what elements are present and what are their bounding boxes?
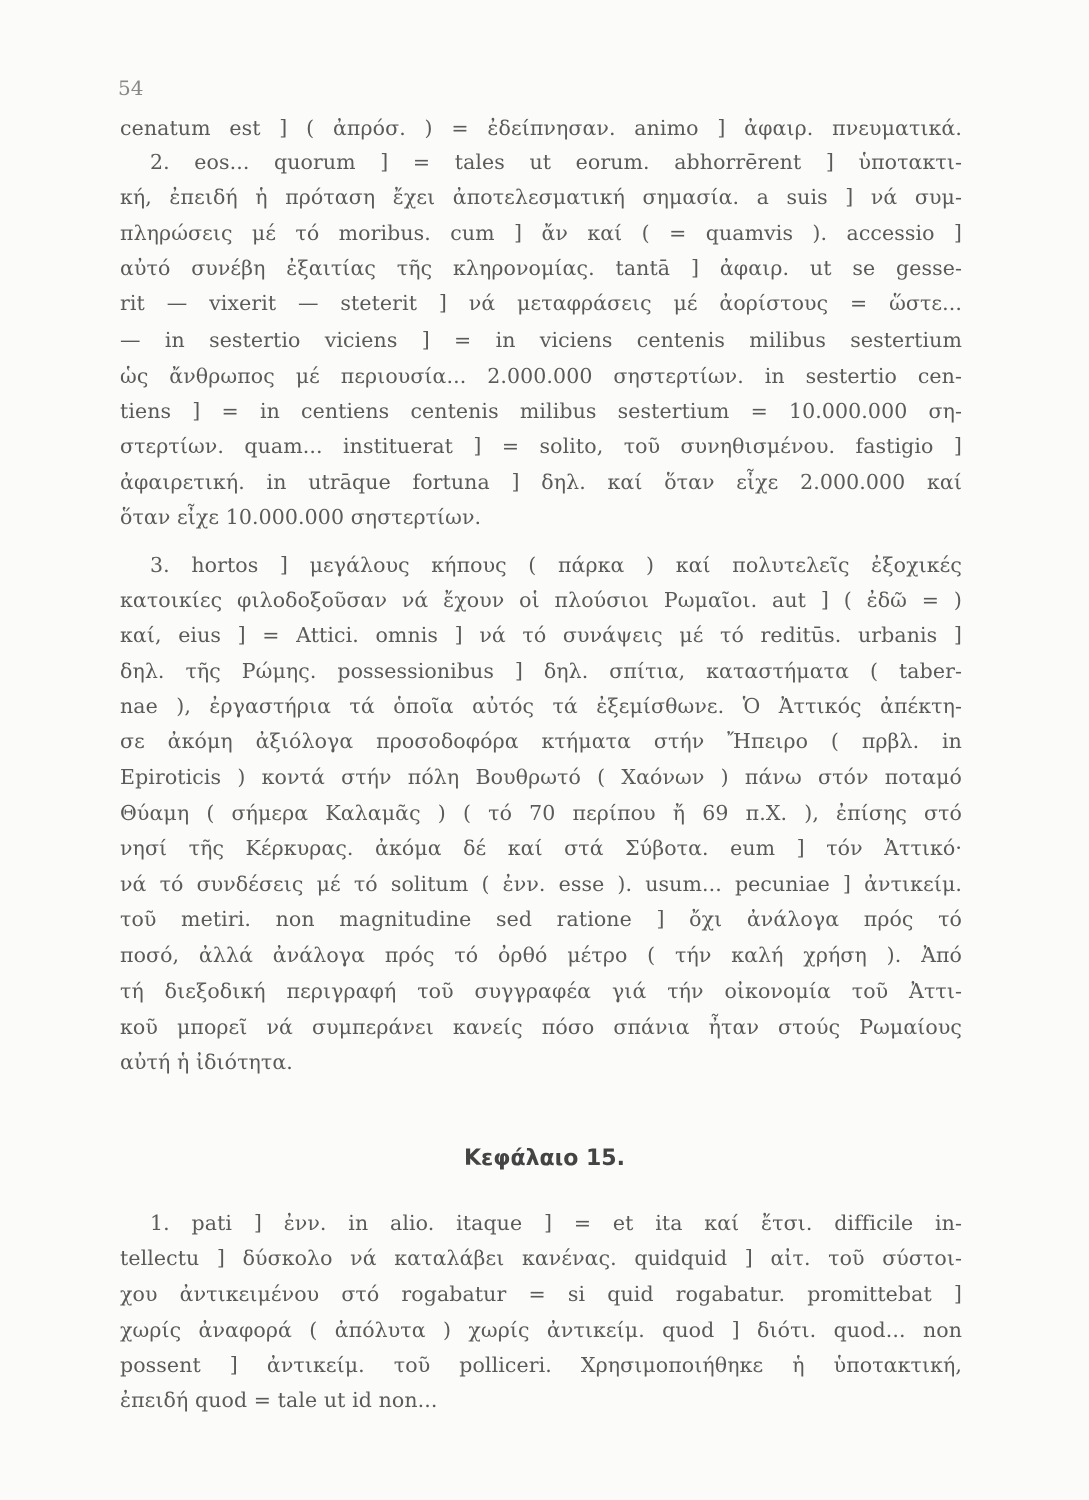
text-line: 2. eos... quorum ] = tales ut eorum. abhorrērent ] ὑποτακτι- — [150, 150, 962, 174]
text-line: τοῦ metiri. non magnitudine sed ratione ] ὄχι ἀνάλογα πρός τό — [120, 907, 962, 931]
text-line: κή, ἐπειδή ἡ πρόταση ἔχει ἀποτελεσματική σημασία. a suis ] νά συμ- — [120, 185, 962, 209]
text-line: rit — vixerit — steterit ] νά μεταφράσεις μέ ἀορίστους = ὥστε... — [120, 291, 962, 315]
text-line: αὐτή ἡ ἰδιότητα. — [120, 1050, 293, 1074]
text-line: νά τό συνδέσεις μέ τό solitum ( ἐνν. esse ). usum... pecuniae ] ἀντικείμ. — [120, 872, 962, 896]
text-line: ποσό, ἀλλά ἀνάλογα πρός τό ὀρθό μέτρο ( τήν καλή χρήση ). Ἀπό — [120, 943, 962, 967]
chapter-heading: Κεφάλαιο 15. — [464, 1146, 625, 1171]
text-line: — in sestertio viciens ] = in viciens centenis milibus sestertium — [120, 328, 962, 352]
text-line: τή διεξοδική περιγραφή τοῦ συγγραφέα γιά τήν οἰκονομία τοῦ Ἀττι- — [120, 979, 962, 1003]
text-line: κατοικίες φιλοδοξοῦσαν νά ἔχουν οἱ πλούσιοι Ρωμαῖοι. aut ] ( ἐδῶ = ) — [120, 588, 962, 612]
text-line: 3. hortos ] μεγάλους κήπους ( πάρκα ) καί πολυτελεῖς ἐξοχικές — [150, 553, 962, 577]
text-line: cenatum est ] ( ἀπρόσ. ) = ἐδείπνησαν. animo ] ἀφαιρ. πνευματικά. — [120, 116, 962, 140]
text-line: tiens ] = in centiens centenis milibus sestertium = 10.000.000 ση- — [120, 399, 962, 423]
text-line: χου ἀντικειμένου στό rogabatur = si quid rogabatur. promittebat ] — [120, 1282, 962, 1306]
text-line: 1. pati ] ἐνν. in alio. itaque ] = et ita καί ἔτσι. difficile in- — [150, 1211, 962, 1235]
text-line: ὡς ἄνθρωπος μέ περιουσία... 2.000.000 σηστερτίων. in sestertio cen- — [120, 364, 962, 388]
text-line: καί, eius ] = Attici. omnis ] νά τό συνάψεις μέ τό reditūs. urbanis ] — [120, 623, 962, 647]
text-line: αὐτό συνέβη ἐξαιτίας τῆς κληρονομίας. tantā ] ἀφαιρ. ut se gesse- — [120, 256, 962, 280]
text-line: ἐπειδή quod = tale ut id non... — [120, 1388, 438, 1412]
page-number: 54 — [118, 76, 144, 100]
text-line: ἀφαιρετική. in utrāque fortuna ] δηλ. καί ὅταν εἶχε 2.000.000 καί — [120, 470, 962, 494]
text-line: possent ] ἀντικείμ. τοῦ polliceri. Χρησιμοποιήθηκε ἡ ὑποτακτική, — [120, 1353, 962, 1377]
text-line: nae ), ἐργαστήρια τά ὁποῖα αὐτός τά ἐξεμίσθωνε. Ὁ Ἀττικός ἀπέκτη- — [120, 694, 962, 718]
text-line: χωρίς ἀναφορά ( ἀπόλυτα ) χωρίς ἀντικείμ. quod ] διότι. quod... non — [120, 1318, 962, 1342]
text-line: ὅταν εἶχε 10.000.000 σηστερτίων. — [120, 505, 482, 529]
text-line: πληρώσεις μέ τό moribus. cum ] ἄν καί ( = quamvis ). accessio ] — [120, 221, 962, 245]
text-line: κοῦ μπορεῖ νά συμπεράνει κανείς πόσο σπάνια ἦταν στούς Ρωμαίους — [120, 1015, 962, 1039]
text-line: Θύαμη ( σήμερα Καλαμᾶς ) ( τό 70 περίπου ἤ 69 π.Χ. ), ἐπίσης στό — [120, 801, 962, 825]
text-line: νησί τῆς Κέρκυρας. ἀκόμα δέ καί στά Σύβοτα. eum ] τόν Ἀττικό· — [120, 836, 962, 860]
text-line: Epiroticis ) κοντά στήν πόλη Βουθρωτό ( Χαόνων ) πάνω στόν ποταμό — [120, 765, 962, 789]
text-line: δηλ. τῆς Ρώμης. possessionibus ] δηλ. σπίτια, καταστήματα ( taber- — [120, 659, 962, 683]
text-line: στερτίων. quam... instituerat ] = solito, τοῦ συνηθισμένου. fastigio ] — [120, 434, 962, 458]
text-line: tellectu ] δύσκολο νά καταλάβει κανένας. quidquid ] αἰτ. τοῦ σύστοι- — [120, 1246, 962, 1270]
text-line: σε ἀκόμη ἀξιόλογα προσοδοφόρα κτήματα στήν Ἤπειρο ( πρβλ. in — [120, 729, 962, 753]
